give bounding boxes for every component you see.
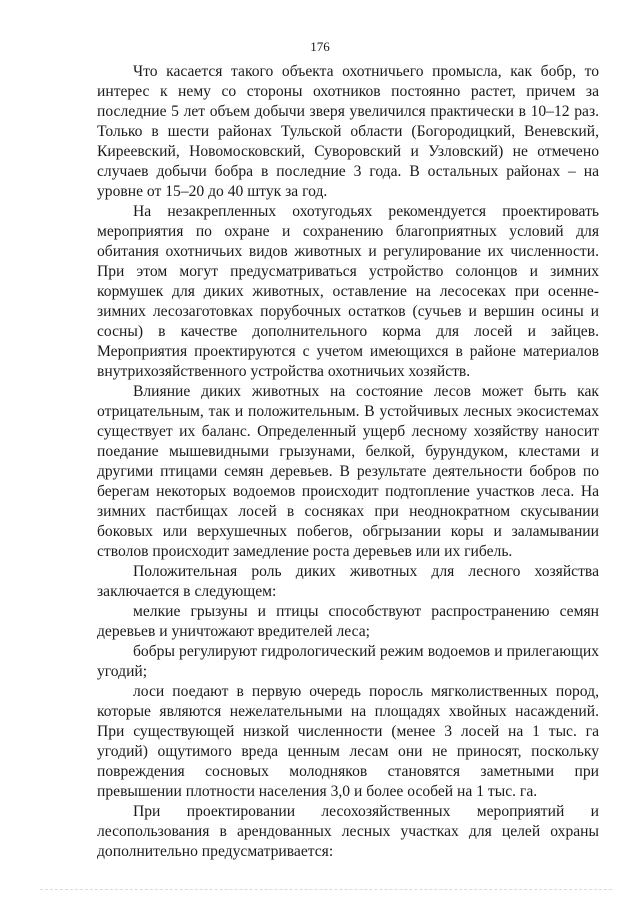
list-item-beavers: бобры регулируют гидрологический режим водоемов и прилегающих угодий; [97,643,599,680]
document-body [97,62,599,862]
list-item-rodents-birds: мелкие грызуны и птицы способствуют распространению семян деревьев и уничтожают вредителей леса; [97,603,599,640]
page-number: 176 [310,39,330,54]
paragraph-unassigned-hunting-grounds: На незакрепленных охотугодьях рекомендуется проектировать мероприятия по охране и сохранению благоприятных условий для обитания охотничьих видов животных и регулирование их численности. При этом могут предусматриваться устройство солонцов и зимних кормушек для диких животных, оставление на лесосеках при осенне-зимних лесозаготовках порубочных остатков (сучьев и вершин осины и сосны) в качестве дополнительного корма для лосей и зайцев. Мероприятия проектируются с учетом имеющихся в районе материалов внутрихозяйственного устройства охотничьих хозяйств. [97,203,599,380]
paragraph-positive-role-intro: Положительная роль диких животных для лесного хозяйства заключается в следующем: [97,563,599,600]
paragraph-beaver-hunting: Что касается такого объекта охотничьего промысла, как бобр, то интерес к нему со стороны охотников постоянно растет, причем за последние 5 лет объем добычи зверя увеличился практически в 10–12 раз. Только в шести районах Тульской области (Богородицкий, Веневский, Киреевский, Новомосковский, Суворовский и Узловский) не отмечено случаев добычи бобра в последние 3 года. В остальных районах – на уровне от 15–20 до 40 штук за год. [97,63,599,200]
list-item-moose: лоси поедают в первую очередь поросль мягколиственных пород, которые являются нежелательными на площадях хвойных насаждений. При существующей низкой численности (менее 3 лосей на 1 тыс. га угодий) ощутимого вреда ценным лесам они не приносят, поскольку повреждения сосновых молодняков становятся заметными при превышении плотности населения 3,0 и более особей на 1 тыс. га. [97,683,599,800]
paragraph-leased-plots: При проектировании лесохозяйственных мероприятий и лесопользования в арендованных лесных участках для целей охраны дополнительно предусматривается: [97,803,599,860]
paragraph-wildlife-impact: Влияние диких животных на состояние лесов может быть как отрицательным, так и положительным. В устойчивых лесных экосистемах существует их баланс. Определенный ущерб лесному хозяйству наносит поедание мышевидными грызунами, белкой, бурундуком, клестами и другими птицами семян деревьев. В результате деятельности бобров по берегам некоторых водоемов происходит подтопление участков леса. На зимних пастбищах лосей в сосняках при неоднократном скусывании боковых или верхушечных побегов, обгрызании коры и заламывании стволов происходит замедление роста деревьев или их гибель. [97,383,599,560]
scan-edge-artifact [40,889,612,890]
